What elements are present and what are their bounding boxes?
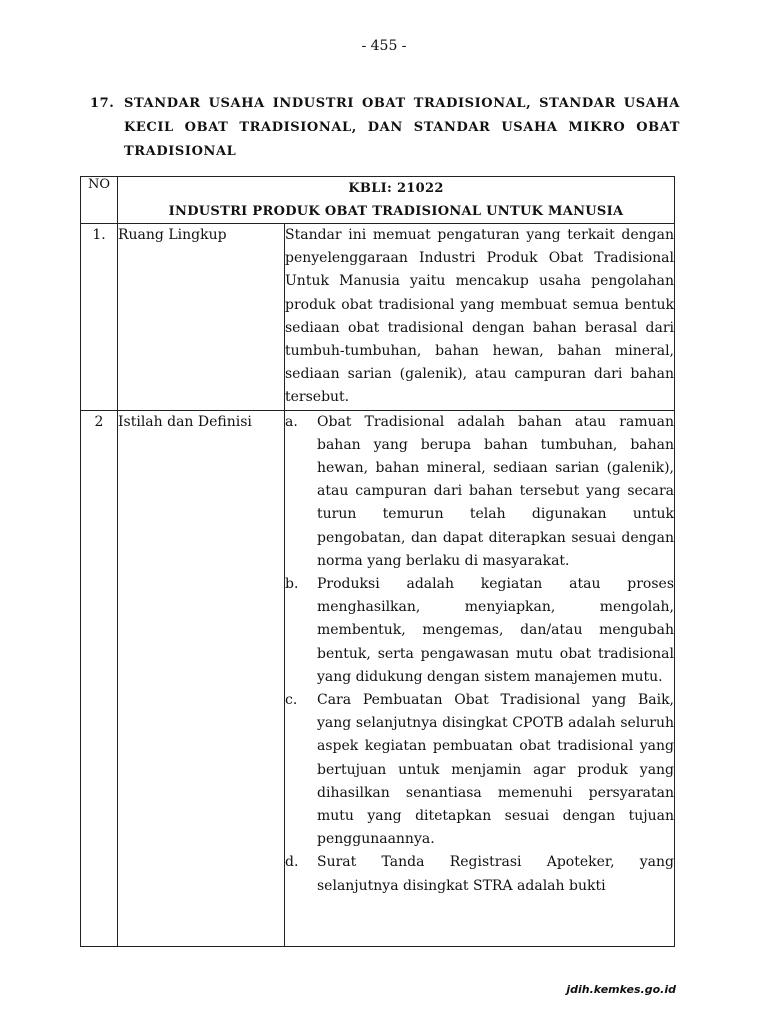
table-header-row [81, 177, 675, 224]
row-label: Ruang Lingkup [118, 224, 285, 411]
definition-text: Obat Tradisional adalah bahan atau ramuan bahan yang berupa bahan tumbuhan, bahan hewan, bahan mineral, sediaan sarian (galenik), atau campuran dari bahan tersebut yang secara turun temurun telah digunakan untuk pengobatan, dan dapat diterapkan sesuai dengan norma yang berlaku di masyarakat. [317, 413, 675, 569]
list-item [285, 851, 674, 897]
definition-text: Surat Tanda Registrasi Apoteker, yang selanjutnya disingkat STRA adalah bukti [317, 854, 675, 894]
section-heading [90, 92, 680, 164]
row-label: Istilah dan Definisi [118, 410, 285, 946]
list-marker: c. [285, 692, 298, 709]
row-number: 2 [81, 410, 118, 946]
section-title: STANDAR USAHA INDUSTRI OBAT TRADISIONAL, STANDAR USAHA KECIL OBAT TRADISIONAL, DAN STANDAR USAHA MIKRO OBAT TRADISIONAL [124, 96, 680, 159]
kbli-header [118, 177, 675, 224]
row-number: 1. [81, 224, 118, 411]
definition-list [285, 411, 674, 898]
section-number: 17. [90, 96, 115, 111]
list-item [285, 573, 674, 689]
no-column-header: NO [81, 177, 118, 224]
definition-text: Produksi adalah kegiatan atau proses menghasilkan, menyiapkan, mengolah, membentuk, mengemas, dan/atau mengubah bentuk, serta pengawasan mutu obat tradisional yang didukung dengan sistem manajemen mutu. [317, 576, 675, 685]
table-row [81, 410, 675, 946]
list-item [285, 689, 674, 851]
kbli-code: KBLI: 21022 [348, 181, 444, 196]
scope-text: Standar ini memuat pengaturan yang terkait dengan penyelenggaraan Industri Produk Obat Tradisional Untuk Manusia yaitu mencakup usaha pengolahan produk obat tradisional yang membuat semua bentuk sediaan obat tradisional dengan bahan berasal dari tumbuh-tumbuhan, bahan hewan, bahan mineral, sediaan sarian (galenik), atau campuran dari bahan tersebut. [285, 227, 675, 406]
list-item [285, 411, 674, 573]
kbli-title: INDUSTRI PRODUK OBAT TRADISIONAL UNTUK MANUSIA [168, 204, 624, 219]
definition-text: Cara Pembuatan Obat Tradisional yang Baik, yang selanjutnya disingkat CPOTB adalah seluruh aspek kegiatan pembuatan obat tradisional yang bertujuan untuk menjamin agar produk yang dihasilkan senantiasa memenuhi persyaratan mutu yang ditetapkan sesuai dengan tujuan penggunaannya. [317, 692, 675, 848]
footer-website: jdih.kemkes.go.id [566, 983, 676, 996]
row-description [285, 224, 675, 411]
row-description [285, 410, 675, 946]
list-marker: b. [285, 576, 299, 593]
list-marker: d. [285, 854, 299, 871]
table-row [81, 224, 675, 411]
page-number: - 455 - [361, 38, 407, 54]
list-marker: a. [285, 413, 298, 430]
standard-table [80, 176, 675, 947]
